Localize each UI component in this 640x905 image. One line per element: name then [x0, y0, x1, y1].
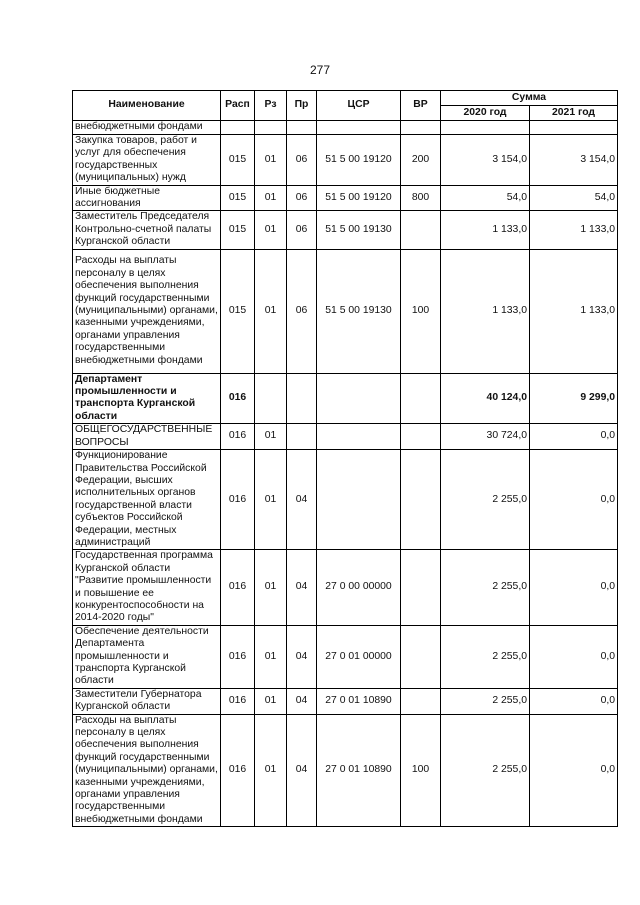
row-vr: 100: [401, 249, 441, 373]
header-rz: Рз: [255, 91, 287, 121]
row-sum-2020: 30 724,0: [441, 424, 530, 450]
row-sum-2021: [530, 121, 618, 135]
row-rasp: 016: [221, 550, 255, 625]
row-name: Иные бюджетные ассигнования: [73, 185, 221, 211]
header-sum: Сумма: [441, 91, 618, 106]
row-sum-2020: 3 154,0: [441, 135, 530, 186]
row-pr: 06: [287, 135, 317, 186]
table-row: [73, 424, 618, 450]
header-pr: Пр: [287, 91, 317, 121]
row-pr: 06: [287, 249, 317, 373]
row-vr: [401, 373, 441, 424]
row-pr: [287, 424, 317, 450]
row-pr: 04: [287, 450, 317, 550]
row-sum-2021: 3 154,0: [530, 135, 618, 186]
row-name: Закупка товаров, работ и услуг для обеспечения государственных (муниципальных) нужд: [73, 135, 221, 186]
row-vr: 200: [401, 135, 441, 186]
row-vr: [401, 550, 441, 625]
row-sum-2020: 1 133,0: [441, 211, 530, 249]
row-rasp: [221, 121, 255, 135]
row-sum-2021: 0,0: [530, 625, 618, 688]
table-body: [73, 121, 618, 827]
row-vr: 100: [401, 714, 441, 827]
row-pr: [287, 373, 317, 424]
row-csr: 27 0 01 10890: [317, 714, 401, 827]
row-vr: [401, 121, 441, 135]
row-csr: [317, 450, 401, 550]
row-sum-2020: 40 124,0: [441, 373, 530, 424]
row-name: ОБЩЕГОСУДАРСТВЕННЫЕ ВОПРОСЫ: [73, 424, 221, 450]
row-sum-2021: 0,0: [530, 450, 618, 550]
row-csr: 51 5 00 19120: [317, 135, 401, 186]
row-pr: 04: [287, 625, 317, 688]
row-vr: [401, 625, 441, 688]
row-name: Расходы на выплаты персоналу в целях обеспечения выполнения функций государственными (муниципальными) органами, казенными учреждениями, органами управления государственными внебюджетными фондами: [73, 714, 221, 827]
row-rz: 01: [255, 688, 287, 714]
row-vr: [401, 211, 441, 249]
row-rz: 01: [255, 135, 287, 186]
row-sum-2020: 2 255,0: [441, 625, 530, 688]
row-name: Заместитель Председателя Контрольно-счетной палаты Курганской области: [73, 211, 221, 249]
row-rasp: 015: [221, 135, 255, 186]
row-rasp: 016: [221, 688, 255, 714]
row-pr: 06: [287, 185, 317, 211]
row-sum-2021: 0,0: [530, 688, 618, 714]
row-csr: 51 5 00 19120: [317, 185, 401, 211]
row-rz: 01: [255, 450, 287, 550]
row-rz: 01: [255, 550, 287, 625]
header-vr: ВР: [401, 91, 441, 121]
row-pr: [287, 121, 317, 135]
row-vr: [401, 688, 441, 714]
row-csr: 51 5 00 19130: [317, 211, 401, 249]
row-rasp: 016: [221, 450, 255, 550]
row-name: Функционирование Правительства Российской Федерации, высших исполнительных органов государственной власти субъектов Российской Федерации, местных администраций: [73, 450, 221, 550]
table-row: [73, 249, 618, 373]
table-row: [73, 714, 618, 827]
row-sum-2021: 54,0: [530, 185, 618, 211]
budget-table: [72, 90, 618, 827]
row-name: Расходы на выплаты персоналу в целях обеспечения выполнения функций государственными (муниципальными) органами, казенными учреждениями, органами управления государственными внебюджетными фондами: [73, 249, 221, 373]
table-row: [73, 625, 618, 688]
row-rasp: 015: [221, 185, 255, 211]
row-sum-2020: 1 133,0: [441, 249, 530, 373]
row-sum-2021: 0,0: [530, 714, 618, 827]
table-row: [73, 450, 618, 550]
row-name: Заместители Губернатора Курганской области: [73, 688, 221, 714]
row-csr: [317, 373, 401, 424]
row-csr: 51 5 00 19130: [317, 249, 401, 373]
row-sum-2020: 2 255,0: [441, 550, 530, 625]
row-name: Государственная программа Курганской области "Развитие промышленности и повышение ее конкурентоспособности на 2014-2020 годы": [73, 550, 221, 625]
row-rasp: 015: [221, 249, 255, 373]
row-csr: 27 0 01 00000: [317, 625, 401, 688]
row-sum-2020: 54,0: [441, 185, 530, 211]
row-rasp: 016: [221, 424, 255, 450]
row-rz: 01: [255, 249, 287, 373]
header-2021: 2021 год: [530, 106, 618, 121]
row-rasp: 016: [221, 373, 255, 424]
row-sum-2021: 0,0: [530, 424, 618, 450]
row-sum-2021: 1 133,0: [530, 211, 618, 249]
row-rasp: 015: [221, 211, 255, 249]
row-name: Обеспечение деятельности Департамента промышленности и транспорта Курганской области: [73, 625, 221, 688]
header-name: Наименование: [73, 91, 221, 121]
table-row: [73, 688, 618, 714]
row-sum-2021: 0,0: [530, 550, 618, 625]
row-sum-2020: 2 255,0: [441, 450, 530, 550]
table-row: [73, 550, 618, 625]
row-csr: [317, 121, 401, 135]
row-rz: 01: [255, 185, 287, 211]
row-rz: 01: [255, 714, 287, 827]
row-rz: 01: [255, 211, 287, 249]
row-pr: 04: [287, 688, 317, 714]
table-row: [73, 121, 618, 135]
row-pr: 04: [287, 550, 317, 625]
row-vr: [401, 450, 441, 550]
row-rz: 01: [255, 625, 287, 688]
row-sum-2020: 2 255,0: [441, 714, 530, 827]
row-csr: 27 0 01 10890: [317, 688, 401, 714]
row-vr: 800: [401, 185, 441, 211]
table-row: [73, 211, 618, 249]
row-vr: [401, 424, 441, 450]
row-name: внебюджетными фондами: [73, 121, 221, 135]
row-pr: 04: [287, 714, 317, 827]
table-row: [73, 373, 618, 424]
table-row: [73, 135, 618, 186]
row-pr: 06: [287, 211, 317, 249]
row-rasp: 016: [221, 714, 255, 827]
row-sum-2021: 1 133,0: [530, 249, 618, 373]
row-csr: 27 0 00 00000: [317, 550, 401, 625]
row-sum-2020: [441, 121, 530, 135]
table-row: [73, 185, 618, 211]
row-rz: 01: [255, 424, 287, 450]
page-number: 277: [309, 63, 331, 77]
row-rasp: 016: [221, 625, 255, 688]
header-rasp: Расп: [221, 91, 255, 121]
header-2020: 2020 год: [441, 106, 530, 121]
row-csr: [317, 424, 401, 450]
row-rz: [255, 121, 287, 135]
row-name: Департамент промышленности и транспорта Курганской области: [73, 373, 221, 424]
row-sum-2020: 2 255,0: [441, 688, 530, 714]
header-csr: ЦСР: [317, 91, 401, 121]
header-row: [73, 91, 618, 106]
row-rz: [255, 373, 287, 424]
row-sum-2021: 9 299,0: [530, 373, 618, 424]
